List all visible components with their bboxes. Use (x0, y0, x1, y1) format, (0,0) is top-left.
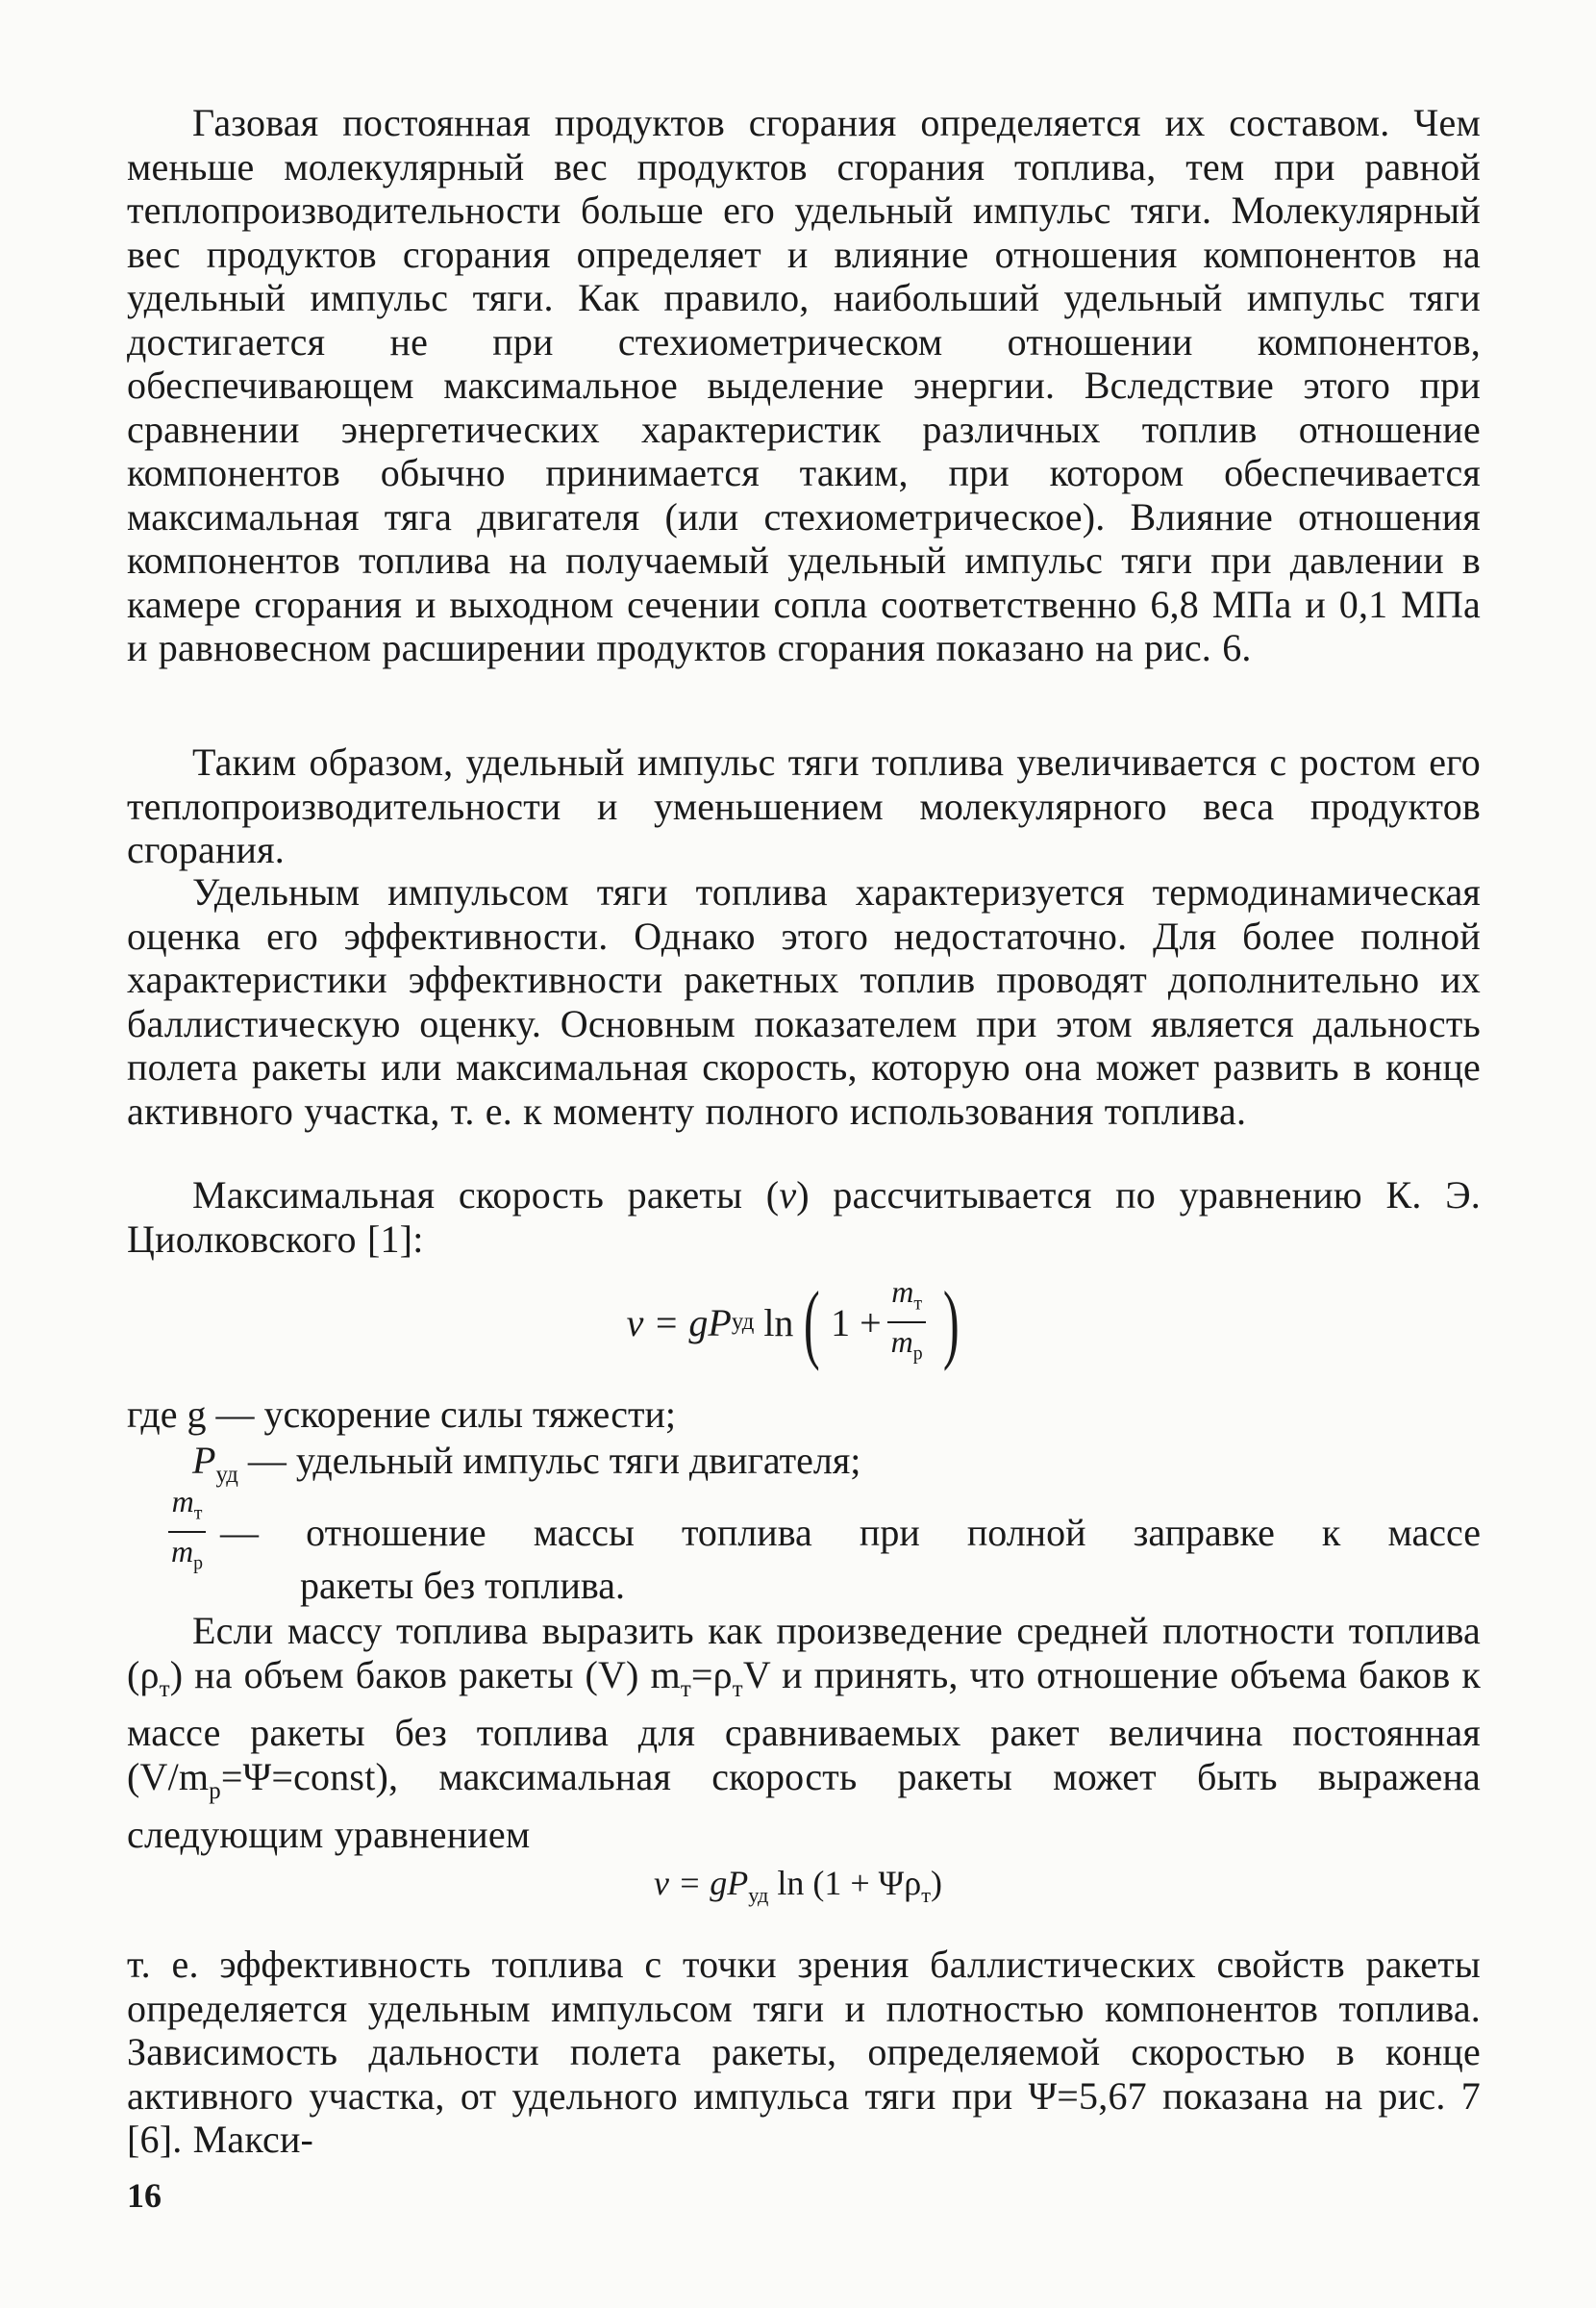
where-g (127, 1392, 676, 1437)
fraction-numerator: $m_т$ (887, 1273, 926, 1323)
paragraph-text: Газовая постоянная продуктов сгорания определяется их составом. Чем меньше молекулярный вес продуктов сгорания топлива, тем при равной теплопроизводительности больше его удельный импульс тяги. Молекулярный вес продуктов сгорания определяет и влияние отношения компонентов на удельный импульс тяги. Как правило, наибольший удельный импульс тяги достигается не при стехиометрическом отношении компонентов, обеспечивающем максимальное выделение энергии. Вследствие этого при сравнении энергетических характеристик различных топлив отношение компонентов обычно принимается таким, при котором обеспечивается максимальная тяга двигателя (или стехиометрическое). Влияние отношения компонентов топлива на получаемый удельный импульс тяги при давлении в камере сгорания и выходном сечении сопла соответственно 6,8 МПа и 0,1 МПа и равновесном расширении продуктов сгорания показано на рис. 6. (127, 101, 1481, 669)
where-g-label: где g (127, 1392, 207, 1436)
formula-one-plus: 1 + (831, 1300, 882, 1344)
paragraph-max-speed (127, 1173, 1481, 1261)
where-mass-ratio-text: — отношение массы топлива при полной заправке к массе (220, 1510, 1481, 1554)
paragraph-text: Таким образом, удельный импульс тяги топлива увеличивается с ростом его теплопроизводительности и уменьшением молекулярного веса продуктов сгорания. (127, 740, 1481, 871)
paragraph-ballistic (127, 870, 1481, 1133)
where-pud-label: P (192, 1439, 216, 1482)
where-g-text: — ускорение силы тяжести; (215, 1392, 676, 1436)
formula-ln: ln (763, 1300, 794, 1344)
ratio-fraction: $\frac{m_т}{m_р}$ (167, 1483, 207, 1582)
formula-paren-open: ( (804, 1273, 821, 1371)
formula-paren-close: ) (942, 1273, 960, 1371)
paragraph-efficiency (127, 1943, 1481, 2162)
paragraph-text: т. е. эффективность топлива с точки зрения баллистических свойств ракеты определяется удельным импульсом тяги и плотностью компонентов топлива. Зависимость дальности полета ракеты, определяемой скоростью в конце активного участка, от удельного импульса тяги при Ψ=5,67 показана на рис. 7 [6]. Макси- (127, 1943, 1481, 2161)
paragraph-text: Если массу топлива выразить как произведение средней плотности топлива $(\rho_т)$ на объем баков ракеты (V) $m_т=\rho_тV$ и принять, что отношение объема баков к массе ракеты без топлива для сравниваемых ракет величина постоянная $(V/m_р=\Psi=const)$, максимальная скорость ракеты может быть выражена следующим уравнением (127, 1609, 1481, 1856)
paragraph-summary (127, 740, 1481, 872)
formula-tsiolkovsky (0, 1269, 1596, 1375)
formula-velocity-density: $v = gP_{уд}$ $\ln (1 + \Psi\rho_т)$ (654, 1864, 942, 1908)
paragraph-text: Максимальная скорость ракеты (v) рассчитывается по уравнению К. Э. Циолковского [1]: (127, 1173, 1482, 1261)
formula-fraction (887, 1273, 927, 1372)
paragraph-density (127, 1609, 1481, 1857)
where-pud-text: — удельный импульс тяги двигателя; (247, 1439, 861, 1482)
where-pud: $P_{уд}$ — удельный импульс тяги двигателя; (192, 1439, 861, 1488)
paragraph-gas-constant (127, 101, 1481, 670)
where-mass-ratio-cont: ракеты без топлива. (300, 1564, 626, 1607)
page-number: 16 (127, 2176, 162, 2215)
formula-sub-ud: уд (731, 1309, 755, 1335)
paragraph-text: Удельным импульсом тяги топлива характеризуется термодинамическая оценка его эффективности. Однако этого недостаточно. Для более полной характеристики эффективности ракетных топлив проводят дополнительно их баллистическую оценку. Основным показателем при этом является дальность полета ракеты или максимальная скорость, которую она может развить в конце активного участка, т. е. к моменту полного использования топлива. (127, 870, 1481, 1133)
fraction-denominator: $m_р$ (890, 1324, 923, 1365)
formula-lhs: v = gP (626, 1300, 732, 1344)
